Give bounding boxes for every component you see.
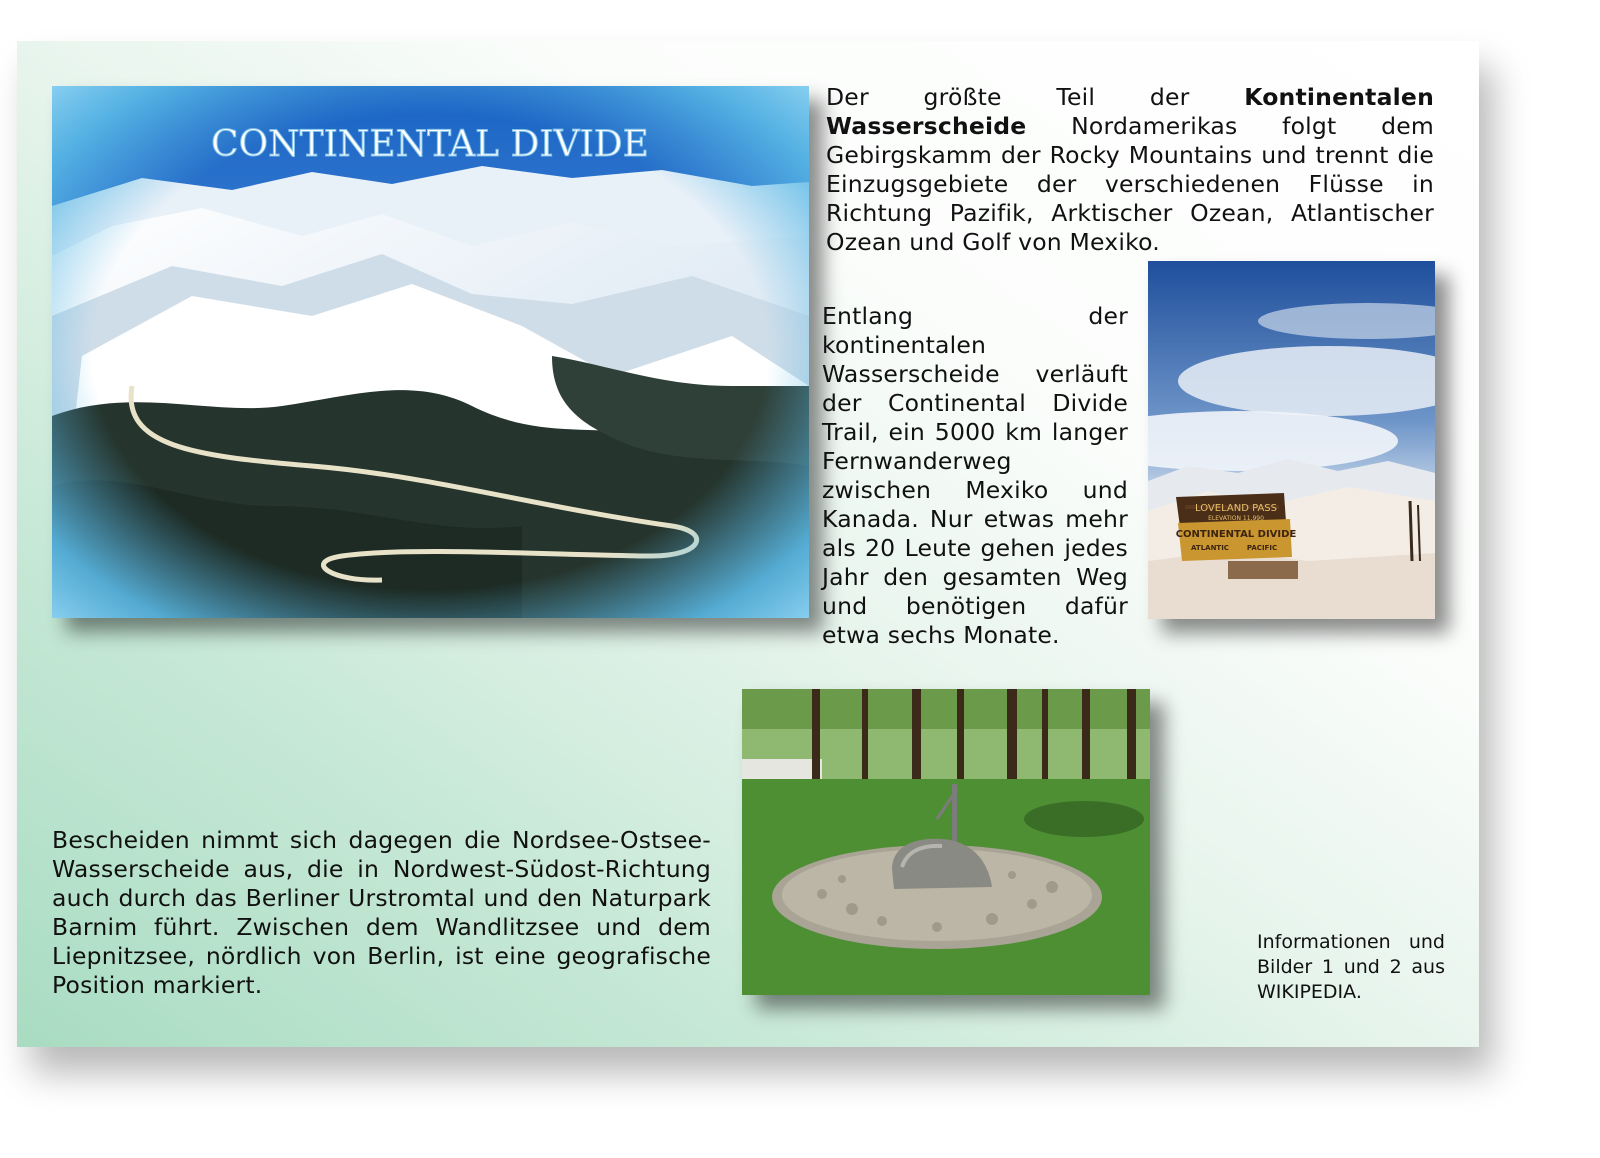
sign-right: PACIFIC [1246, 544, 1278, 552]
image-credit: Informationen und Bilder 1 und 2 aus WIKIPEDIA. [1257, 931, 1445, 1003]
postcard-illustration [52, 86, 809, 618]
postcard-title: CONTINENTAL DIVIDE [211, 124, 649, 165]
continental-divide-postcard [52, 86, 809, 618]
sign-line2: ELEVATION 11,990 [1208, 515, 1264, 522]
paragraph1-bold: Kontinentalen Wasserscheide [826, 83, 1434, 140]
watershed-marker-photo [742, 689, 1150, 995]
sign-line3: CONTINENTAL DIVIDE [1175, 529, 1297, 540]
paragraph-trail: Entlang der kontinentalen Wasserscheide verläuft der Continental Divide Trail, ein 5000 km langer Fernwanderweg zwischen Mexiko und Kanada. Nur etwas mehr als 20 Leute gehen jedes Jahr den gesamten Weg und benötigen dafür etwa sechs Monate. [822, 302, 1128, 649]
sign-left: ATLANTIC [1191, 544, 1229, 552]
paragraph1-prefix: Der größte Teil der [826, 83, 1245, 111]
paragraph1-suffix: Nordamerikas folgt dem Gebirgskamm der Rocky Mountains und trennt die Einzugsgebiete der verschiedenen Flüsse in Richtung Pazifik, Arktischer Ozean, Atlantischer Ozean und Golf von Mexiko. [826, 112, 1434, 256]
loveland-pass-photo [1148, 261, 1435, 619]
paragraph-continental-divide [826, 83, 1434, 257]
sign-line1: LOVELAND PASS [1195, 503, 1277, 514]
paragraph-nordsee-ostsee: Bescheiden nimmt sich dagegen die Nordsee-Ostsee-Wasserscheide aus, die in Nordwest-Südost-Richtung auch durch das Berliner Urstromtal und den Naturpark Barnim führt. Zwischen dem Wandlitzsee und dem Liepnitzsee, nördlich von Berlin, ist eine geografische Position markiert. [52, 826, 711, 999]
park-illustration [742, 689, 1150, 995]
loveland-pass-illustration [1148, 261, 1435, 619]
